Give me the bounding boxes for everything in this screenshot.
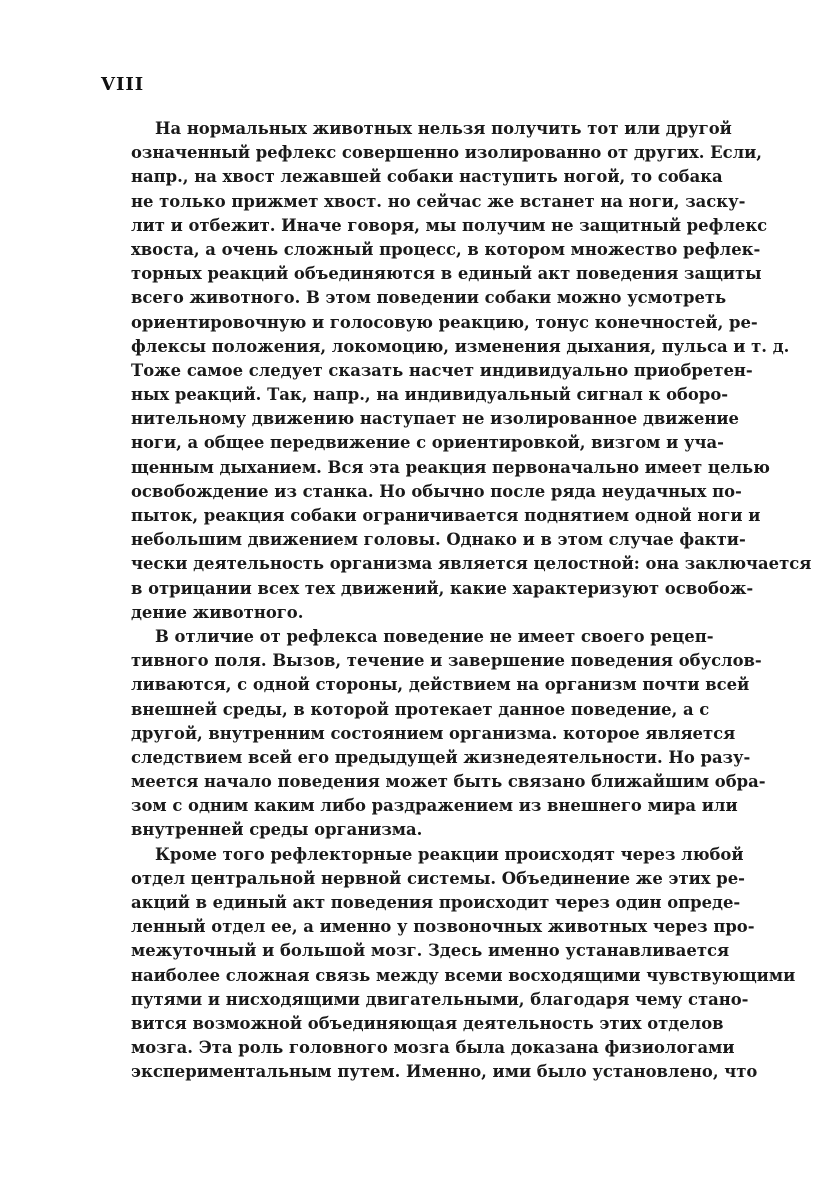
text-line: внешней среды, в которой протекает данное поведение, а с [131,699,710,719]
text-line: отдел центральной нервной системы. Объединение же этих ре- [131,868,745,888]
text-line: мозга. Эта роль головного мозга была доказана физиологами [131,1038,735,1058]
page-number: VIII [101,74,145,95]
text-line: Тоже самое следует сказать насчет индивидуально приобретен- [131,360,753,380]
text-line: не только прижмет хвост. но сейчас же встанет на ноги, заску- [131,191,746,211]
text-line: дение животного. [131,602,304,622]
text-line: межуточный и большой мозг. Здесь именно устанавливается [131,941,730,961]
text-line: В отличие от рефлекса поведение не имеет своего рецеп- [155,626,714,646]
text-line: хвоста, а очень сложный процесс, в котором множество рефлек- [131,239,761,259]
text-line: освобождение из станка. Но обычно после ряда неудачных по- [131,481,742,501]
text-line: пыток, реакция собаки ограничивается поднятием одной ноги и [131,506,761,525]
text-line: другой, внутренним состоянием организма. которое является [131,723,736,743]
text-line: флексы положения, локомоцию, изменения дыхания, пульса и т. д. [131,336,790,356]
paragraph [131,625,766,843]
text-line: ных реакций. Так, напр., на индивидуальный сигнал к оборо- [131,385,729,405]
text-line: тивного поля. Вызов, течение и завершение поведения обуслов- [131,651,762,671]
paragraph [131,117,812,625]
text-line: напр., на хвост лежавшей собаки наступить ногой, то собака [131,167,723,187]
text-line: нительному движению наступает не изолированное движение [131,409,739,429]
text-line: означенный рефлекс совершенно изолированно от других. Если, [131,143,763,163]
body-text [131,117,812,1085]
text-line: ливаются, с одной стороны, действием на организм почти всей [131,675,750,695]
text-line: путями и нисходящими двигательными, благодаря чему стано- [131,989,749,1009]
text-line: Кроме того рефлекторные реакции происходят через любой [155,844,744,864]
text-line: чески деятельность организма является целостной: она заключается [131,554,812,574]
text-line: ноги, а общее передвижение с ориентировкой, визгом и уча- [131,433,724,453]
text-line: экспериментальным путем. Именно, ими было установлено, что [131,1062,758,1082]
paragraph [131,843,796,1085]
text-line: лит и отбежит. Иначе говоря, мы получим не защитный рефлекс [131,215,768,235]
text-line: акций в единый акт поведения происходит через один опреде- [131,893,741,912]
text-line: На нормальных животных нельзя получить тот или другой [155,119,732,138]
text-line: внутренней среды организма. [131,820,423,840]
text-line: следствием всей его предыдущей жизнедеятельности. Но разу- [131,747,751,767]
text-line: небольшим движением головы. Однако и в этом случае факти- [131,530,746,550]
text-line: наиболее сложная связь между всеми восходящими чувствующими [131,965,796,985]
text-line: зом с одним каким либо раздражением из внешнего мира или [131,796,738,816]
text-line: щенным дыханием. Вся эта реакция первоначально имеет целью [131,457,770,477]
text-line: ориентировочную и голосовую реакцию, тонус конечностей, ре- [131,312,758,332]
text-line: в отрицании всех тех движений, какие характеризуют освобож- [131,578,754,598]
text-line: меется начало поведения может быть связано ближайшим обра- [131,772,766,792]
text-line: всего животного. В этом поведении собаки можно усмотреть [131,288,727,308]
text-line: вится возможной объединяющая деятельность этих отделов [131,1013,724,1033]
text-line: торных реакций объединяются в единый акт поведения защиты [131,264,762,284]
text-line: ленный отдел ее, а именно у позвоночных животных через про- [131,917,755,937]
